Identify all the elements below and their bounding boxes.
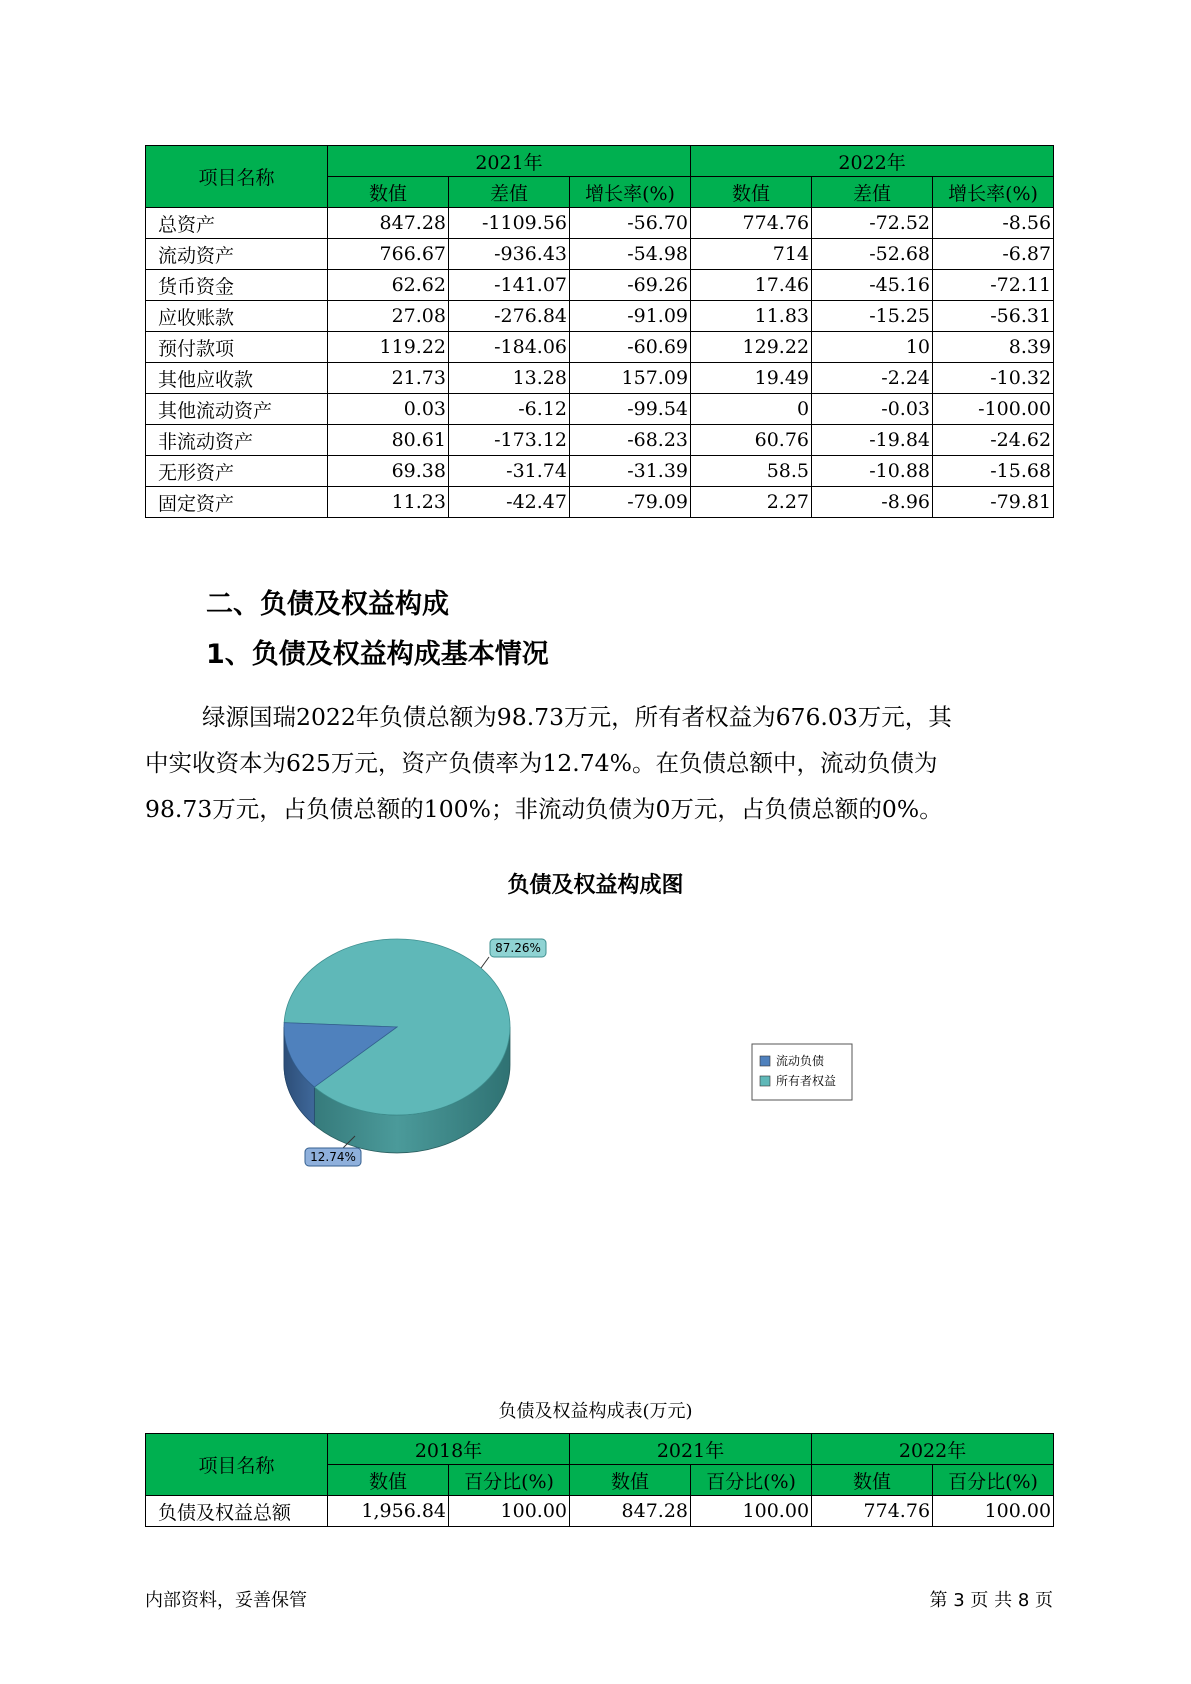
table-cell: -56.70 — [570, 208, 691, 239]
table-cell: 714 — [691, 239, 812, 270]
row-label: 应收账款 — [146, 301, 328, 332]
table-row — [146, 487, 1054, 518]
data-label-liabilities: 12.74% — [310, 1150, 356, 1164]
table-cell: -8.56 — [933, 208, 1054, 239]
table-row — [146, 1496, 1054, 1527]
row-label: 负债及权益总额 — [146, 1496, 328, 1527]
table-cell: -6.87 — [933, 239, 1054, 270]
table-cell: -31.39 — [570, 456, 691, 487]
paragraph-line: 中实收资本为625万元，资产负债率为12.74%。在负债总额中，流动负债为 — [145, 749, 938, 777]
row-label: 固定资产 — [146, 487, 328, 518]
legend-swatch-liabilities — [760, 1056, 770, 1066]
table-cell: 10 — [812, 332, 933, 363]
table-cell: 774.76 — [691, 208, 812, 239]
legend-swatch-equity — [760, 1076, 770, 1086]
table-cell: 100.00 — [691, 1496, 812, 1527]
table-cell: -276.84 — [449, 301, 570, 332]
table-cell: 100.00 — [449, 1496, 570, 1527]
table-cell: -45.16 — [812, 270, 933, 301]
table-cell: 119.22 — [328, 332, 449, 363]
table-cell: -72.11 — [933, 270, 1054, 301]
table-cell: 11.83 — [691, 301, 812, 332]
legend-label-liabilities: 流动负债 — [776, 1054, 825, 1068]
table-cell: -8.96 — [812, 487, 933, 518]
table-cell: 100.00 — [933, 1496, 1054, 1527]
column-header: 百分比(%) — [449, 1465, 570, 1496]
row-label: 流动资产 — [146, 239, 328, 270]
row-label: 其他流动资产 — [146, 394, 328, 425]
column-header: 数值 — [691, 177, 812, 208]
header-year-2022: 2022年 — [691, 146, 1054, 177]
column-header: 增长率(%) — [933, 177, 1054, 208]
table-cell: -52.68 — [812, 239, 933, 270]
table-cell: 2.27 — [691, 487, 812, 518]
column-header: 数值 — [812, 1465, 933, 1496]
row-label: 非流动资产 — [146, 425, 328, 456]
table-cell: -19.84 — [812, 425, 933, 456]
chart-title: 负债及权益构成图 — [507, 873, 684, 898]
paragraph-line: 绿源国瑞2022年负债总额为98.73万元，所有者权益为676.03万元，其 — [202, 703, 952, 731]
table-cell: 1,956.84 — [328, 1496, 449, 1527]
table-cell: -31.74 — [449, 456, 570, 487]
section-heading: 二、负债及权益构成 — [206, 589, 449, 620]
header-year-2021: 2021年 — [570, 1434, 812, 1465]
table-cell: 0.03 — [328, 394, 449, 425]
header-item-name: 项目名称 — [146, 1434, 328, 1496]
table-cell: 847.28 — [328, 208, 449, 239]
column-header: 数值 — [570, 1465, 691, 1496]
table-cell: -15.68 — [933, 456, 1054, 487]
table-cell: 80.61 — [328, 425, 449, 456]
table-cell: -0.03 — [812, 394, 933, 425]
table-cell: -936.43 — [449, 239, 570, 270]
table-cell: -54.98 — [570, 239, 691, 270]
table-cell: -72.52 — [812, 208, 933, 239]
page-number: 第 3 页 共 8 页 — [929, 1590, 1053, 1611]
legend-label-equity: 所有者权益 — [776, 1074, 837, 1088]
table-cell: 157.09 — [570, 363, 691, 394]
table-cell: -1109.56 — [449, 208, 570, 239]
table-cell: -2.24 — [812, 363, 933, 394]
table-cell: -24.62 — [933, 425, 1054, 456]
table-cell: -69.26 — [570, 270, 691, 301]
table-cell: 11.23 — [328, 487, 449, 518]
table-cell: -141.07 — [449, 270, 570, 301]
row-label: 货币资金 — [146, 270, 328, 301]
column-header: 数值 — [328, 177, 449, 208]
table-row — [146, 270, 1054, 301]
table-cell: 19.49 — [691, 363, 812, 394]
data-label-equity: 87.26% — [495, 941, 541, 955]
table-cell: -173.12 — [449, 425, 570, 456]
table-cell: -79.81 — [933, 487, 1054, 518]
header-year-2022: 2022年 — [812, 1434, 1054, 1465]
table-cell: 847.28 — [570, 1496, 691, 1527]
column-header: 增长率(%) — [570, 177, 691, 208]
chart-legend — [752, 1044, 852, 1100]
table-cell: 13.28 — [449, 363, 570, 394]
header-year-2018: 2018年 — [328, 1434, 570, 1465]
table-cell: -10.32 — [933, 363, 1054, 394]
header-item-name: 项目名称 — [146, 146, 328, 208]
table-row — [146, 239, 1054, 270]
table-cell: -60.69 — [570, 332, 691, 363]
header-year-2021: 2021年 — [328, 146, 691, 177]
table-row — [146, 456, 1054, 487]
paragraph-line: 98.73万元，占负债总额的100%；非流动负债为0万元，占负债总额的0%。 — [145, 795, 943, 823]
table-cell: -56.31 — [933, 301, 1054, 332]
table-row — [146, 394, 1054, 425]
data-label-equity-leader — [481, 957, 489, 968]
table-cell: -6.12 — [449, 394, 570, 425]
table-cell: -68.23 — [570, 425, 691, 456]
table-cell: -79.09 — [570, 487, 691, 518]
table-cell: 27.08 — [328, 301, 449, 332]
table-row — [146, 332, 1054, 363]
table-cell: 21.73 — [328, 363, 449, 394]
table-cell: 766.67 — [328, 239, 449, 270]
table-cell: 69.38 — [328, 456, 449, 487]
table-cell: -91.09 — [570, 301, 691, 332]
table-row — [146, 425, 1054, 456]
table-cell: -42.47 — [449, 487, 570, 518]
equity-table — [145, 1433, 1054, 1527]
table-cell: 129.22 — [691, 332, 812, 363]
column-header: 百分比(%) — [933, 1465, 1054, 1496]
table-cell: 8.39 — [933, 332, 1054, 363]
row-label: 预付款项 — [146, 332, 328, 363]
column-header: 差值 — [812, 177, 933, 208]
table-cell: -10.88 — [812, 456, 933, 487]
table-row — [146, 363, 1054, 394]
column-header: 差值 — [449, 177, 570, 208]
column-header: 百分比(%) — [691, 1465, 812, 1496]
table-cell: -100.00 — [933, 394, 1054, 425]
row-label: 总资产 — [146, 208, 328, 239]
table-cell: 62.62 — [328, 270, 449, 301]
table-cell: -184.06 — [449, 332, 570, 363]
table-row — [146, 301, 1054, 332]
footer-left: 内部资料，妥善保管 — [145, 1590, 307, 1611]
table-cell: 0 — [691, 394, 812, 425]
body-paragraph — [145, 694, 1055, 832]
table-cell: 774.76 — [812, 1496, 933, 1527]
section-subheading: 1、负债及权益构成基本情况 — [206, 639, 549, 670]
table-cell: -99.54 — [570, 394, 691, 425]
table-cell: 17.46 — [691, 270, 812, 301]
pie-chart — [0, 920, 1191, 1260]
table-row — [146, 208, 1054, 239]
row-label: 无形资产 — [146, 456, 328, 487]
table-cell: 60.76 — [691, 425, 812, 456]
table-cell: -15.25 — [812, 301, 933, 332]
column-header: 数值 — [328, 1465, 449, 1496]
asset-table — [145, 145, 1054, 518]
table-caption: 负债及权益构成表(万元) — [498, 1401, 693, 1422]
row-label: 其他应收款 — [146, 363, 328, 394]
table-cell: 58.5 — [691, 456, 812, 487]
